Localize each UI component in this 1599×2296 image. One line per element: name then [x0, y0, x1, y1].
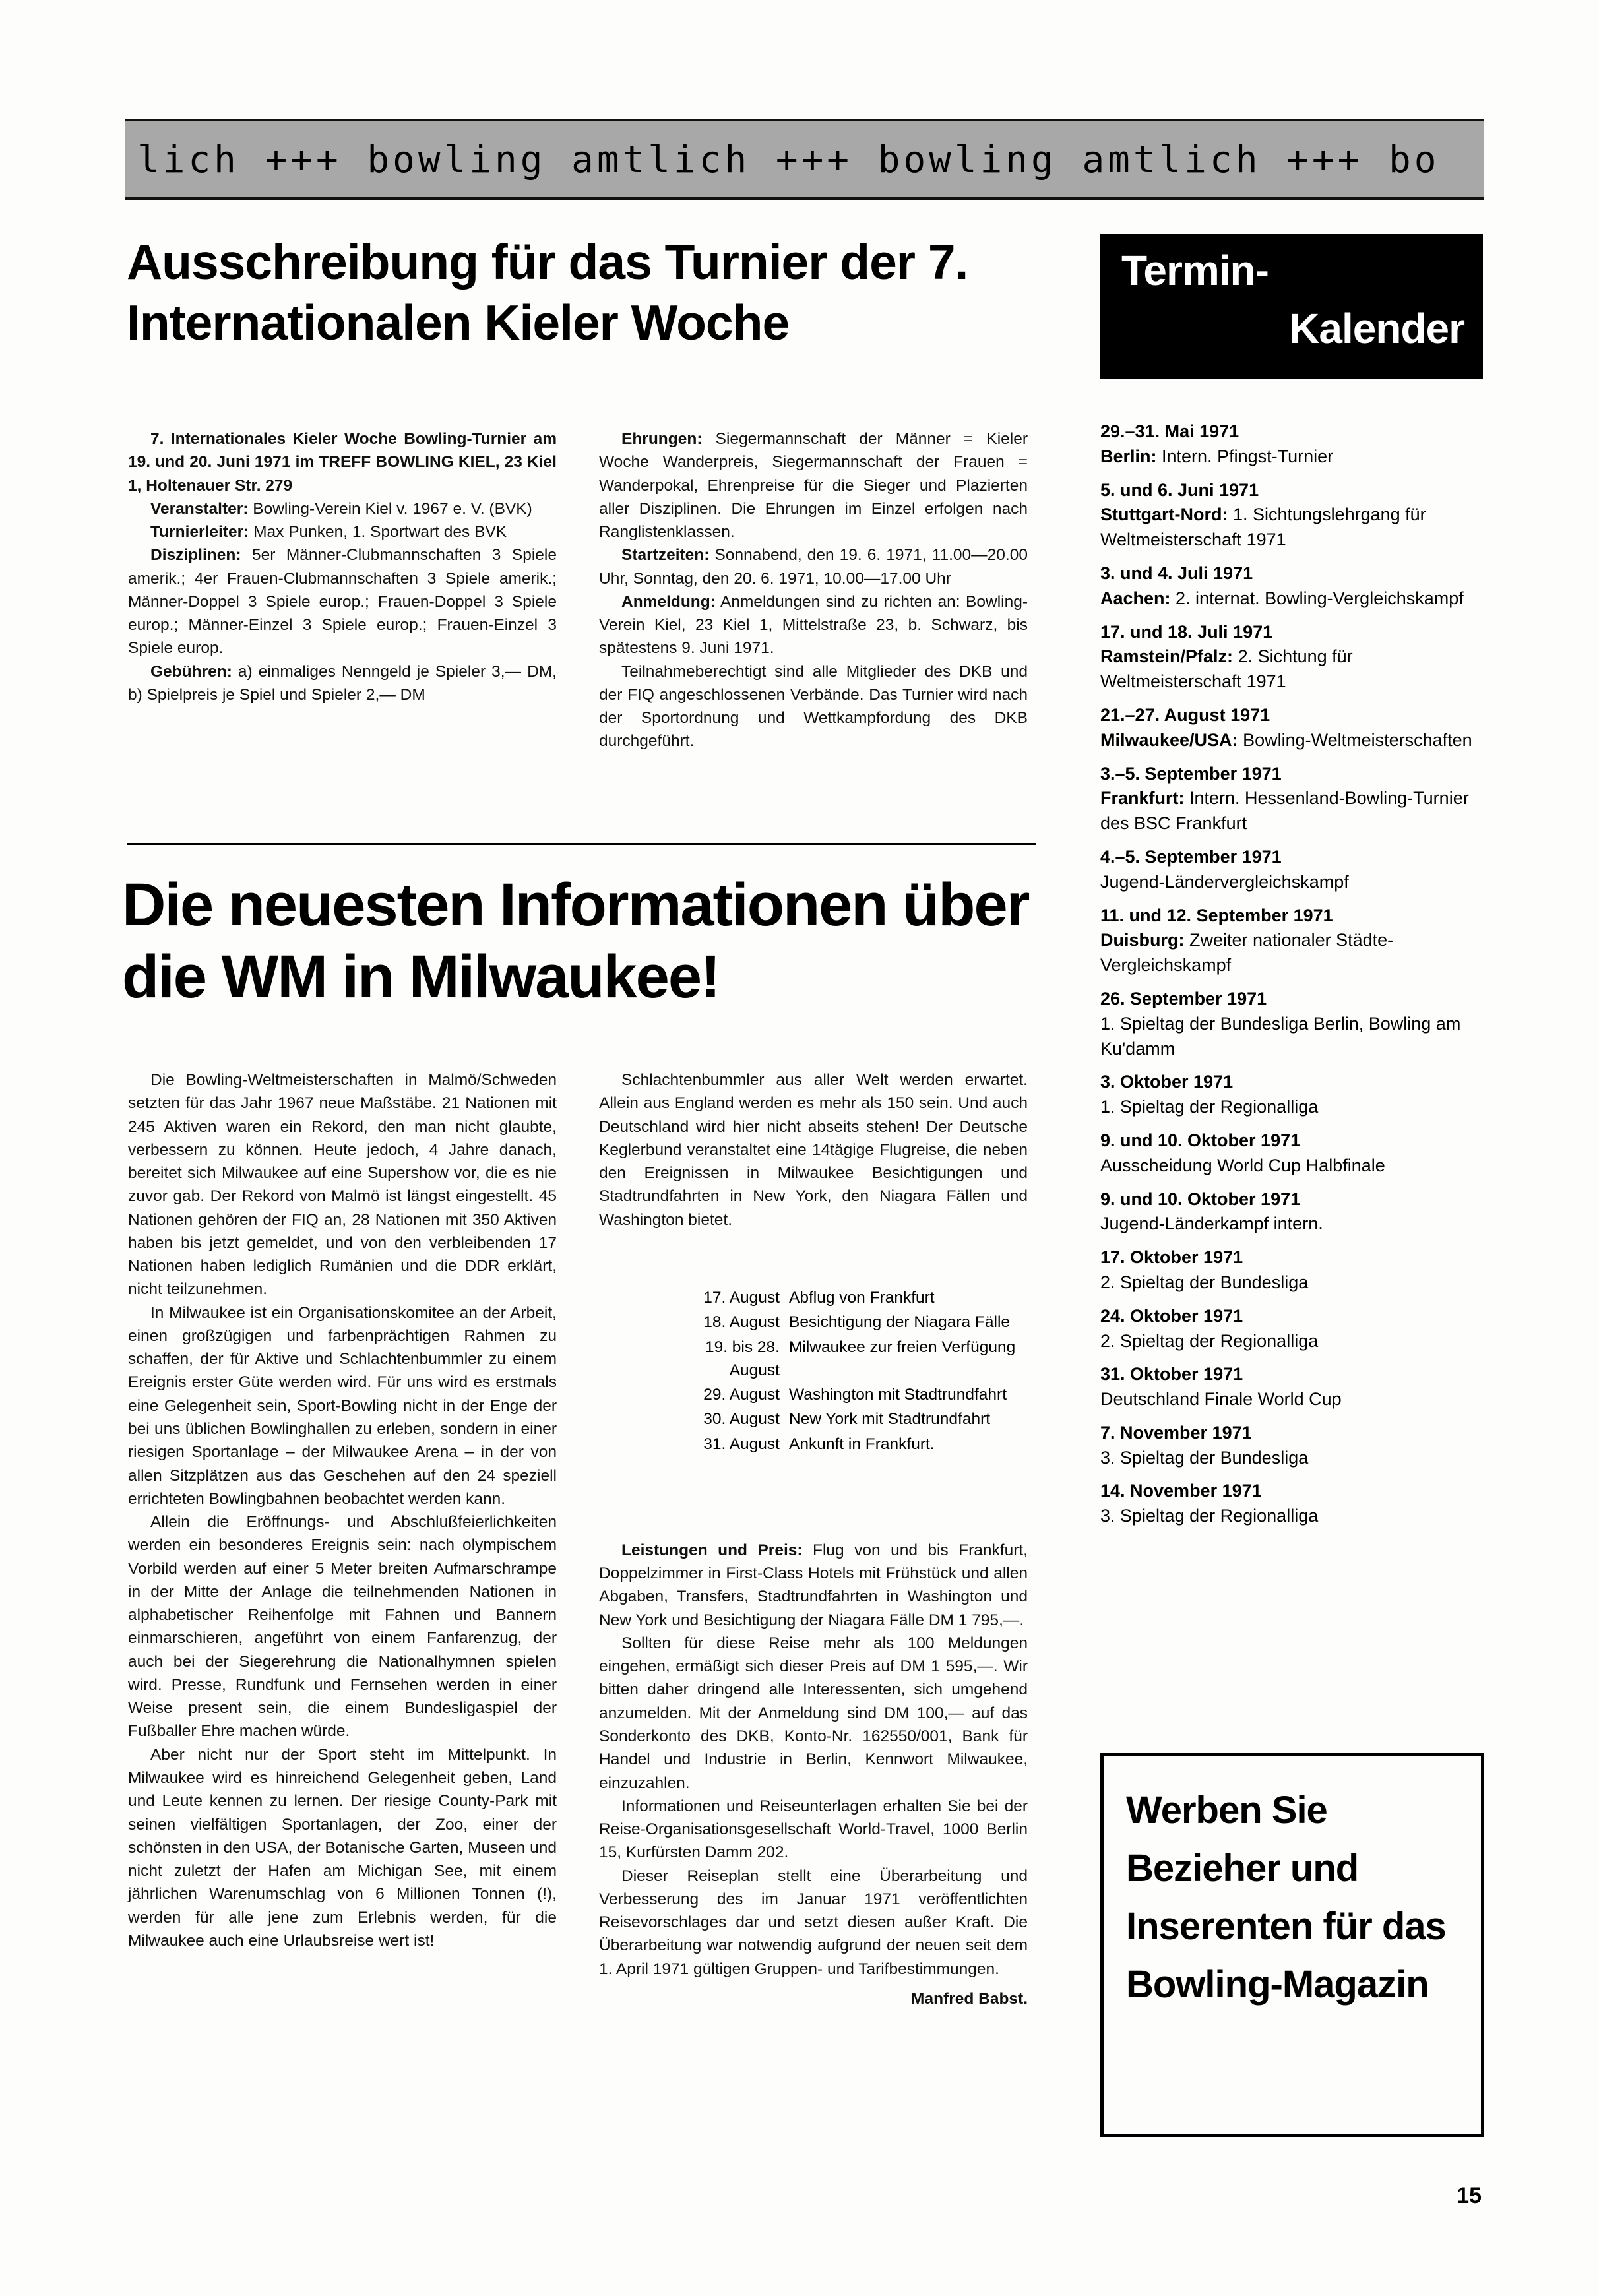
schedule-date: 29. August: [703, 1386, 780, 1404]
label: Gebühren:: [150, 662, 232, 681]
schedule-row: [666, 1311, 1036, 1334]
schedule-description: Abflug von Frankfurt: [789, 1289, 935, 1307]
termin-item-text: Ausscheidung World Cup Halbfinale: [1100, 1155, 1385, 1175]
label: Startzeiten:: [621, 546, 710, 565]
termin-item: [1100, 762, 1489, 836]
article2-column-2: [599, 1069, 1028, 2010]
termin-item-place: Berlin:: [1100, 446, 1157, 466]
termin-item: [1100, 703, 1489, 753]
schedule-date: 17. August: [703, 1289, 780, 1307]
termin-item-text: 3. Spieltag der Regionalliga: [1100, 1506, 1319, 1526]
termin-item-place: Frankfurt:: [1100, 788, 1185, 809]
termin-item-text: Aachen: 2. internat. Bowling-Vergleichskampf: [1100, 588, 1464, 608]
termin-item-text: 2. Spieltag der Regionalliga: [1100, 1330, 1319, 1351]
termin-item: [1100, 904, 1489, 978]
termin-item-text: 2. Spieltag der Bundesliga: [1100, 1272, 1309, 1292]
paragraph-text: Anmeldungen sind zu richten an: Bowling-Verein Kiel, 23 Kiel 1, Mittelstraße 23, b. Schwarz, bis spätestens 9. Juni 1971.: [599, 592, 1028, 658]
termin-kalender-list: [1100, 419, 1489, 1537]
termin-item-date: 3.–5. September 1971: [1100, 763, 1282, 784]
werben-sie-ad-box: [1100, 1753, 1484, 2137]
paragraph-text: Schlachtenbummler aus aller Welt werden erwartet. Allein aus England werden es mehr als 150 sein. Und auch Deutschland wird hier nicht abseits stehen! Der Deutsche Keglerbund veranstaltet eine 14tägige Flugreise, die neben den Ereignissen in Milwaukee Besichtigungen und Stadtrundfahrten in New York, den Niagara Fällen und Washington bietet.: [599, 1071, 1028, 1229]
paragraph: [128, 1743, 557, 1952]
werben-line-3: Inserenten für das: [1126, 1905, 1446, 1948]
termin-item-date: 3. Oktober 1971: [1100, 1072, 1234, 1092]
paragraph: [599, 1865, 1028, 1981]
article1-headline: Ausschreibung für das Turnier der 7. Internationalen Kieler Woche: [127, 234, 968, 350]
paragraph-text: Max Punken, 1. Sportwart des BVK: [249, 523, 507, 542]
termin-item: [1100, 1304, 1489, 1354]
termin-kalender-box: [1100, 234, 1483, 379]
running-header-banner: [125, 119, 1484, 200]
termin-item-date: 4.–5. September 1971: [1100, 846, 1282, 867]
paragraph: [599, 1069, 1028, 1231]
schedule-description: Washington mit Stadtrundfahrt: [789, 1386, 1007, 1404]
termin-item: [1100, 1421, 1489, 1471]
paragraph-text: In Milwaukee ist ein Organisationskomitee an der Arbeit, einen großzügigen und farbenprächtigen Rahmen zu schaffen, der für Aktive und Schlachtenbummler zu einem Ereignis erster Güte werden wird. Für uns wird es erstmals eine Gelegenheit sein, Sport-Bowling nicht in der Enge der bei uns üblichen Bowlinghallen zu erleben, sondern in einer riesigen Sportanlage – der Milwaukee Arena – in der von allen Sitzplätzen aus das Geschehen auf den 24 speziell errichteten Bowlingbahnen beobachtet werden kann.: [128, 1303, 557, 1508]
termin-item: [1100, 478, 1489, 553]
termin-item-date: 29.–31. Mai 1971: [1100, 421, 1239, 441]
paragraph: [128, 1510, 557, 1743]
paragraph-text: Sonnabend, den 19. 6. 1971, 11.00—20.00 Uhr, Sonntag, den 20. 6. 1971, 10.00—17.00 Uhr: [599, 546, 1028, 588]
termin-item-date: 31. Oktober 1971: [1100, 1364, 1243, 1384]
termin-item-place: Duisburg:: [1100, 930, 1185, 950]
article1-column-1: [128, 427, 557, 706]
paragraph-text: Flug von und bis Frankfurt, Doppelzimmer in First-Class Hotels mit Frühstück und allen Abgaben, Transfers, Stadtrundfahrten in Washington und New York und Besichtigung der Niagara Fälle DM 1 795,—.: [599, 1541, 1028, 1629]
termin-title-line2: Kalender: [1289, 305, 1464, 352]
termin-item-date: 24. Oktober 1971: [1100, 1305, 1243, 1326]
paragraph: [128, 520, 557, 543]
termin-item-date: 11. und 12. September 1971: [1100, 905, 1333, 925]
termin-item-text: 3. Spieltag der Bundesliga: [1100, 1447, 1309, 1468]
termin-item-date: 26. September 1971: [1100, 988, 1267, 1008]
paragraph-text: Informationen und Reiseunterlagen erhalten Sie bei der Reise-Organisationsgesellschaft World-Travel, 1000 Berlin 15, Kurfürsten Damm 202.: [599, 1797, 1028, 1862]
paragraph: [128, 497, 557, 520]
paragraph: [599, 1632, 1028, 1795]
termin-item: [1100, 1070, 1489, 1120]
banner-text: lich +++ bowling amtlich +++ bowling amtlich +++ bo: [137, 139, 1440, 181]
termin-item: [1100, 1479, 1489, 1529]
termin-item-date: 9. und 10. Oktober 1971: [1100, 1189, 1301, 1209]
termin-item: [1100, 419, 1489, 470]
paragraph-text: Allein die Eröffnungs- und Abschlußfeierlichkeiten werden ein besonderes Ereignis sein: nach olympischem Vorbild werden auf einer 5 Meter breiten Aufmarschrampe in der Mitte der Anlage die teilnehmenden Nationen in alphabetischer Reihenfolge mit Fahnen und Bannern einmarschieren, angeführt von einem Fanfarenzug, der auch bei der Siegerehrung die Nationalhymnen spielen wird. Presse, Rundfunk und Fernsehen werden in einer Weise present sein, die einem Bundesligaspiel der Fußballer Ehre machen würde.: [128, 1513, 557, 1741]
paragraph: [599, 427, 1028, 543]
paragraph: [599, 1539, 1028, 1632]
paragraph-text: a) einmaliges Nenngeld je Spieler 3,— DM, b) Spielpreis je Spiel und Spieler 2,— DM: [128, 662, 557, 704]
paragraph: [599, 590, 1028, 660]
termin-item-text: Berlin: Intern. Pfingst-Turnier: [1100, 446, 1334, 466]
article-signature: [599, 1987, 1028, 2010]
schedule-date: 30. August: [703, 1410, 780, 1429]
label: Anmeldung:: [621, 592, 716, 611]
schedule-date: 18. August: [703, 1313, 780, 1332]
termin-item: [1100, 561, 1489, 611]
termin-item-date: 14. November 1971: [1100, 1481, 1262, 1501]
termin-item-text: 1. Spieltag der Regionalliga: [1100, 1097, 1319, 1117]
paragraph: [128, 427, 557, 497]
label: Veranstalter:: [150, 499, 249, 518]
termin-item-date: 17. und 18. Juli 1971: [1100, 621, 1273, 642]
schedule-row: [666, 1336, 1036, 1382]
termin-item-text: Duisburg: Zweiter nationaler Städte-Vergleichskampf: [1100, 930, 1394, 976]
schedule-date: 31. August: [703, 1435, 780, 1453]
termin-item-place: Stuttgart-Nord:: [1100, 505, 1228, 525]
termin-item-date: 3. und 4. Juli 1971: [1100, 563, 1253, 583]
label: Disziplinen:: [150, 546, 241, 565]
schedule-row: [666, 1433, 1036, 1456]
label: Ehrungen:: [621, 430, 703, 448]
termin-item-text: Stuttgart-Nord: 1. Sichtungslehrgang für Weltmeisterschaft 1971: [1100, 505, 1426, 550]
paragraph: [599, 660, 1028, 753]
schedule-row: [666, 1408, 1036, 1431]
label: Turnierleiter:: [150, 523, 249, 542]
schedule-description: New York mit Stadtrundfahrt: [789, 1410, 991, 1429]
termin-item-date: 7. November 1971: [1100, 1422, 1252, 1443]
termin-item: [1100, 1129, 1489, 1179]
termin-item-text: Jugend-Länderkampf intern.: [1100, 1214, 1323, 1234]
paragraph-text: Dieser Reiseplan stellt eine Überarbeitung und Verbesserung des im Januar 1971 veröffentlichten Reisevorschlages dar und setzt diesen außer Kraft. Die Überarbeitung war notwendig aufgrund der neuen seit dem 1. April 1971 gültigen Gruppen- und Tarifbestimmungen.: [599, 1867, 1028, 1978]
paragraph-text: 5er Männer-Clubmannschaften 3 Spiele amerik.; 4er Frauen-Clubmannschaften 3 Spiele amerik.; Männer-Doppel 3 Spiele europ.; Frauen-Doppel 3 Spiele europ.; Männer-Einzel 3 Spiele europ.; Frauen-Einzel 3 Spiele europ.: [128, 546, 557, 658]
schedule-description: Milwaukee zur freien Verfügung: [789, 1338, 1016, 1356]
werben-line-1: Werben Sie: [1126, 1789, 1327, 1832]
signature-text: Manfred Babst.: [911, 1989, 1028, 2008]
paragraph-text: Teilnahmeberechtigt sind alle Mitglieder des DKB und der FIQ angeschlossenen Verbände. Das Turnier wird nach der Sportordnung und Wettkampfordung des DKB durchgeführt.: [599, 662, 1028, 751]
paragraph-text: 7. Internationales Kieler Woche Bowling-Turnier am 19. und 20. Juni 1971 im TREFF BOWLING KIEL, 23 Kiel 1, Holtenauer Str. 279: [128, 430, 557, 495]
werben-line-2: Bezieher und: [1126, 1847, 1359, 1890]
termin-item-place: Aachen:: [1100, 588, 1171, 608]
termin-item-text: Jugend-Ländervergleichskampf: [1100, 871, 1349, 892]
termin-item-text: 1. Spieltag der Bundesliga Berlin, Bowling am Ku'damm: [1100, 1013, 1461, 1059]
article1-column-2: [599, 427, 1028, 753]
paragraph: [128, 1301, 557, 1510]
paragraph-text: Aber nicht nur der Sport steht im Mittelpunkt. In Milwaukee wird es hinreichend Gelegenheit geben, Land und Leute kennen zu lernen. Der riesige County-Park mit seinen vielfältigen Sportanlagen, der Zoo, einer der schönsten in den USA, der Botanische Garten, Museen und nicht zuletzt der Hafen am Michigan See, mit einem jährlichen Warenumschlag von 6 Millionen Tonnen (!), werden für alle jene zum Erlebnis werden, für die Milwaukee auch eine Urlaubsreise wert ist!: [128, 1745, 557, 1950]
schedule-row: [666, 1286, 1036, 1309]
section-divider: [127, 843, 1036, 845]
termin-item-date: 21.–27. August 1971: [1100, 704, 1270, 725]
termin-item-text: Ramstein/Pfalz: 2. Sichtung für Weltmeisterschaft 1971: [1100, 646, 1353, 692]
termin-item: [1100, 1187, 1489, 1237]
paragraph: [128, 543, 557, 660]
page-number: 15: [1457, 2183, 1482, 2208]
paragraph-text: Bowling-Verein Kiel v. 1967 e. V. (BVK): [248, 499, 532, 518]
termin-item-text: Frankfurt: Intern. Hessenland-Bowling-Turnier des BSC Frankfurt: [1100, 788, 1469, 834]
termin-item: [1100, 620, 1489, 695]
termin-item-text: Milwaukee/USA: Bowling-Weltmeisterschaften: [1100, 729, 1472, 750]
termin-item-date: 17. Oktober 1971: [1100, 1247, 1243, 1268]
label: Leistungen und Preis:: [621, 1541, 803, 1559]
termin-item: [1100, 1245, 1489, 1295]
termin-item-date: 5. und 6. Juni 1971: [1100, 480, 1259, 500]
termin-item-text: Deutschland Finale World Cup: [1100, 1389, 1342, 1410]
termin-item-place: Milwaukee/USA:: [1100, 729, 1238, 750]
paragraph: [128, 660, 557, 707]
schedule-date: 19. bis 28. August: [705, 1338, 780, 1379]
article2-headline: Die neuesten Informationen über die WM in Milwaukee!: [122, 871, 1029, 1010]
schedule-row: [666, 1383, 1036, 1406]
termin-item: [1100, 1362, 1489, 1412]
termin-title-line1: Termin-: [1121, 247, 1269, 294]
schedule-description: Besichtigung der Niagara Fälle: [789, 1313, 1011, 1332]
werben-line-4: Bowling-Magazin: [1126, 1963, 1429, 2006]
schedule-description: Ankunft in Frankfurt.: [789, 1435, 935, 1453]
werben-ad-text: [1126, 1782, 1469, 2014]
termin-item: [1100, 987, 1489, 1061]
paragraph-text: Siegermannschaft der Männer = Kieler Woche Wanderpreis, Siegermannschaft der Frauen = Wanderpokal, Ehrenpreise für die Sieger und Plazierten aller Disziplinen. Die Ehrungen im Einzel erfolgen nach Ranglistenklassen.: [599, 430, 1028, 542]
article2-column-1: [128, 1069, 557, 1952]
paragraph: [128, 1069, 557, 1301]
travel-schedule-list: [666, 1286, 1036, 1457]
termin-item-place: Ramstein/Pfalz:: [1100, 646, 1234, 667]
termin-item-date: 9. und 10. Oktober 1971: [1100, 1130, 1301, 1150]
paragraph-text: Die Bowling-Weltmeisterschaften in Malmö/Schweden setzten für das Jahr 1967 neue Maßstäbe. 21 Nationen mit 245 Aktiven waren ein Rekord, den man nicht glaubte, verbessern zu können. Heute jedoch, 4 Jahre danach, bereitet sich Milwaukee auf eine Supershow vor, die es nie zuvor gab. Der Rekord von Malmö ist längst eingestellt. 45 Nationen gehören der FIQ an, 28 Nationen mit 350 Aktiven haben bis jetzt gemeldet, und von den verbleibenden 17 Nationen haben lediglich Rumänien und die DDR erklärt, nicht teilzunehmen.: [128, 1071, 557, 1299]
termin-item: [1100, 845, 1489, 895]
paragraph-text: Sollten für diese Reise mehr als 100 Meldungen eingehen, ermäßigt sich dieser Preis auf DM 1 595,—. Wir bitten daher dringend alle Interessenten, sich umgehend anzumelden. Mit der Anmeldung sind DM 100,— auf das Sonderkonto des DKB, Konto-Nr. 162550/001, Bank für Handel und Industrie in Berlin, Kennwort Milwaukee, einzuzahlen.: [599, 1634, 1028, 1792]
paragraph: [599, 543, 1028, 590]
paragraph: [599, 1795, 1028, 1865]
